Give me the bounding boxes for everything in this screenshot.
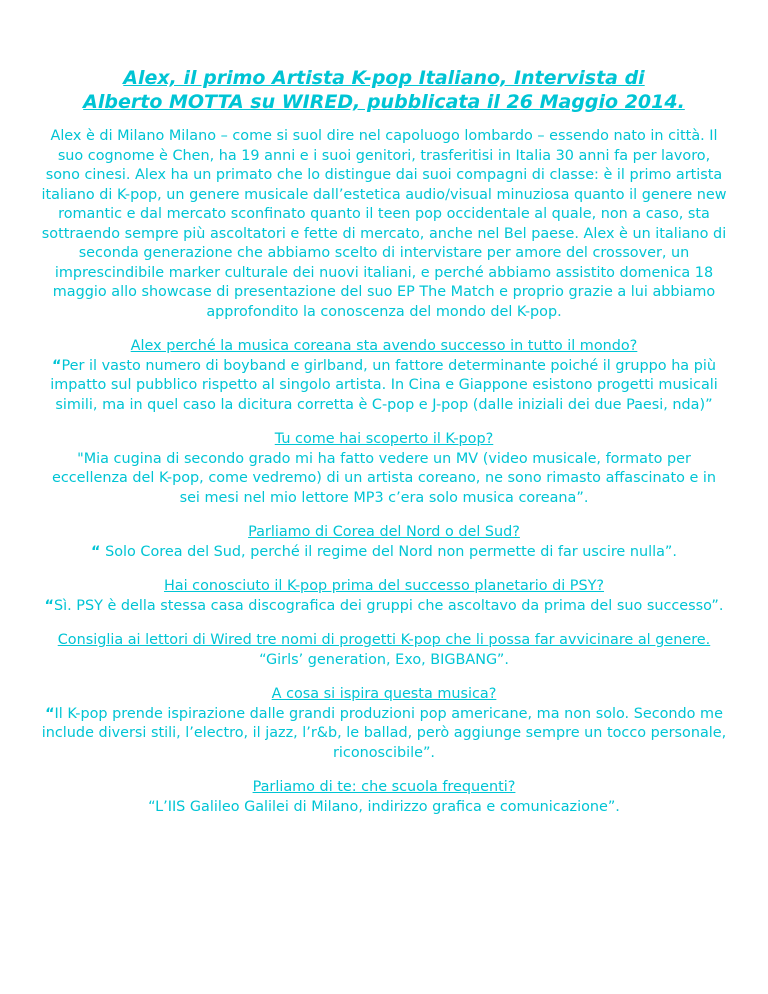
intro-paragraph: Alex è di Milano Milano – come si suol dire nel capoluogo lombardo – essendo nato in città. Il suo cognome è Chen, ha 19 anni e i suoi genitori, trasferitisi in Italia 30 anni fa per lavoro, sono cinesi. Alex ha un primato che lo distingue dai suoi compagni di classe: è il primo artista italiano di K-pop, un genere musicale dall’estetica audio/visual minuziosa quanto il genere new romantic e dal mercato sconfinato quanto il teen pop occidentale al quale, non a caso, sta sottraendo sempre più ascoltatori e fette di mercato, anche nel Bel paese. Alex è un italiano di seconda generazione che abbiamo scelto di intervistare per amore del crossover, un imprescindibile marker culturale dei nuovi italiani, e perché abbiamo assistito domenica 18 maggio allo showcase di presentazione del suo EP The Match e proprio grazie a lui abbiamo approfondito la conoscenza del mondo del K-pop.	[41, 128, 727, 320]
qa-answer	[40, 705, 728, 764]
qa-block	[40, 685, 728, 763]
title-line-1: Alex, il primo Artista K-pop Italiano, Intervista di	[123, 67, 645, 89]
qa-block	[40, 631, 728, 670]
answer-text: Solo Corea del Sud, perché il regime del Nord non permette di far uscire nulla”.	[100, 543, 677, 560]
qa-answer	[40, 450, 728, 509]
qa-question: Alex perché la musica coreana sta avendo successo in tutto il mondo?	[130, 338, 638, 354]
opening-quote: “	[52, 357, 62, 374]
qa-block	[40, 577, 728, 616]
opening-quote: “	[45, 705, 55, 722]
answer-text: “L’IIS Galileo Galilei di Milano, indirizzo grafica e comunicazione”.	[148, 798, 620, 815]
opening-quote: “	[44, 597, 55, 614]
qa-question: Parliamo di Corea del Nord o del Sud?	[248, 524, 520, 540]
qa-question: A cosa si ispira questa musica?	[271, 686, 497, 702]
qa-block	[40, 778, 728, 817]
qa-question: Hai conosciuto il K-pop prima del successo planetario di PSY?	[163, 578, 605, 594]
title-line-2: Alberto MOTTA su WIRED, pubblicata il 26 Maggio 2014.	[83, 91, 685, 113]
opening-quote: “	[91, 543, 101, 560]
answer-text: "Mia cugina di secondo grado mi ha fatto vedere un MV (video musicale, formato per eccellenza del K-pop, come vedremo) di un artista coreano, ne sono rimasto affascinato e in sei mesi nel mio lettore MP3 c’era solo musica coreana”.	[51, 450, 717, 506]
qa-question: Parliamo di te: che scuola frequenti?	[252, 779, 516, 795]
qa-answer	[40, 357, 728, 416]
qa-block	[40, 337, 728, 415]
answer-text: Il K-pop prende ispirazione dalle grandi produzioni pop americane, ma non solo. Secondo me include diversi stili, l’electro, il jazz, l’r&b, le ballad, però aggiunge sempre un tocco personale, riconoscibile”.	[41, 705, 727, 761]
answer-text: Sì. PSY è della stessa casa discografica dei gruppi che ascoltavo da prima del suo successo”.	[54, 597, 724, 614]
qa-question: Tu come hai scoperto il K-pop?	[274, 431, 494, 447]
qa-block	[40, 523, 728, 562]
qa-answer	[40, 651, 728, 671]
answer-text: Per il vasto numero di boyband e girlband, un fattore determinante poiché il gruppo ha più impatto sul pubblico rispetto al singolo artista. In Cina e Giappone esistono progetti musicali simili, ma in quel caso la dicitura corretta è C-pop e J-pop (dalle iniziali dei due Paesi, nda)”	[50, 357, 718, 413]
qa-answer	[40, 597, 728, 617]
qa-question: Consiglia ai lettori di Wired tre nomi di progetti K-pop che li possa far avvicinare al genere.	[57, 632, 711, 648]
qa-block	[40, 430, 728, 508]
qa-answer	[40, 543, 728, 563]
answer-text: “Girls’ generation, Exo, BIGBANG”.	[259, 651, 509, 668]
qa-answer	[40, 798, 728, 818]
document-title	[40, 66, 728, 114]
